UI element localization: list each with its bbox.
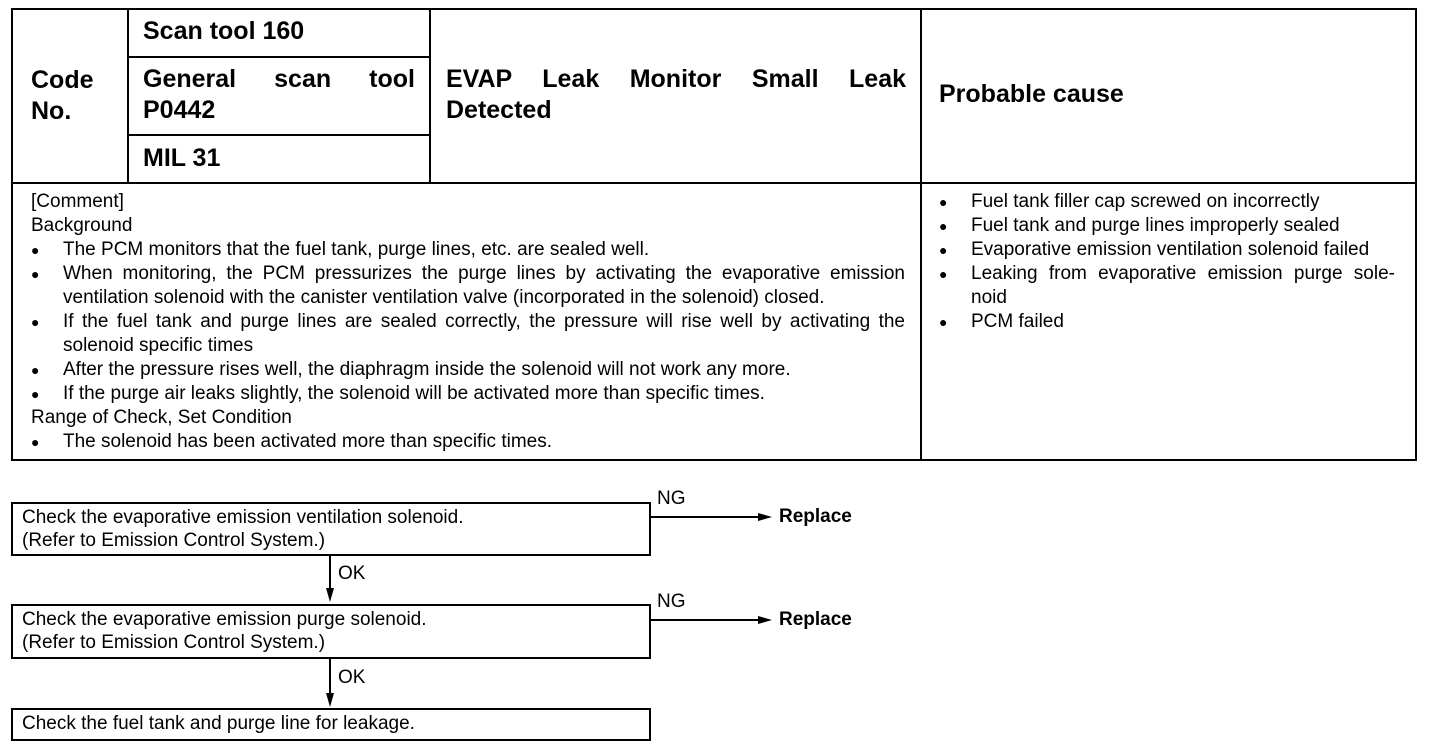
- ok-label-1: OK: [338, 563, 366, 584]
- cause-item: ● Evaporative emission ventilation solenoid failed: [939, 238, 1395, 262]
- background-item: ● When monitoring, the PCM pressurizes the purge lines by activating the evaporative emission ventilation solenoid with the canister ventilation valve (incorporated in the solenoid) closed.: [31, 262, 905, 310]
- ok-arrow-1-head: [326, 588, 334, 602]
- cause-item: ● Fuel tank and purge lines improperly sealed: [939, 214, 1395, 238]
- ok-arrow-2-head: [326, 693, 334, 707]
- probable-cause-label: Probable cause: [939, 80, 1124, 108]
- mil-cell: MIL 31: [143, 144, 221, 172]
- replace-label-2: Replace: [779, 609, 852, 630]
- step1-text: Check the evaporative emission ventilation solenoid.: [22, 507, 464, 528]
- ok-label-2: OK: [338, 667, 366, 688]
- ng-arrow-2-head: [758, 616, 772, 624]
- cause-item: ● PCM failed: [939, 310, 1395, 334]
- background-item: ● If the purge air leaks slightly, the solenoid will be activated more than specific times.: [31, 382, 905, 406]
- cause-item: ● Leaking from evaporative emission purge sole-noid: [939, 262, 1395, 310]
- check-purge-solenoid-step: [11, 604, 651, 659]
- background-item: ● After the pressure rises well, the diaphragm inside the solenoid will not work any more.: [31, 358, 905, 382]
- range-item: ● The solenoid has been activated more than specific times.: [31, 430, 905, 454]
- background-item: ● If the fuel tank and purge lines are sealed correctly, the pressure will rise well by activating the solenoid specific times: [31, 310, 905, 358]
- general-scan-tool-cell: General scan tool P0442: [143, 65, 415, 124]
- scan-tool-cell: Scan tool 160: [143, 17, 305, 45]
- background-item: ● The PCM monitors that the fuel tank, purge lines, etc. are sealed well.: [31, 238, 905, 262]
- step3-text: Check the fuel tank and purge line for leakage.: [22, 713, 415, 734]
- code-no-label: Code No.: [31, 66, 94, 125]
- ng-label-1: NG: [657, 488, 686, 509]
- step2-text: Check the evaporative emission purge solenoid.: [22, 609, 427, 630]
- cause-item: ● Fuel tank filler cap screwed on incorrectly: [939, 190, 1395, 214]
- check-ventilation-solenoid-step: [11, 502, 651, 556]
- ng-arrow-1-head: [758, 513, 772, 521]
- step2-reference: (Refer to Emission Control System.): [22, 632, 326, 653]
- check-fuel-tank-step: [11, 708, 651, 741]
- background-label: Background: [31, 215, 133, 236]
- replace-label-1: Replace: [779, 506, 852, 527]
- dtc-title: EVAP Leak Monitor Small Leak Detected: [446, 65, 906, 124]
- step1-reference: (Refer to Emission Control System.): [22, 530, 326, 551]
- range-label: Range of Check, Set Condition: [31, 407, 292, 428]
- ng-label-2: NG: [657, 591, 686, 612]
- comment-label: [Comment]: [31, 191, 124, 212]
